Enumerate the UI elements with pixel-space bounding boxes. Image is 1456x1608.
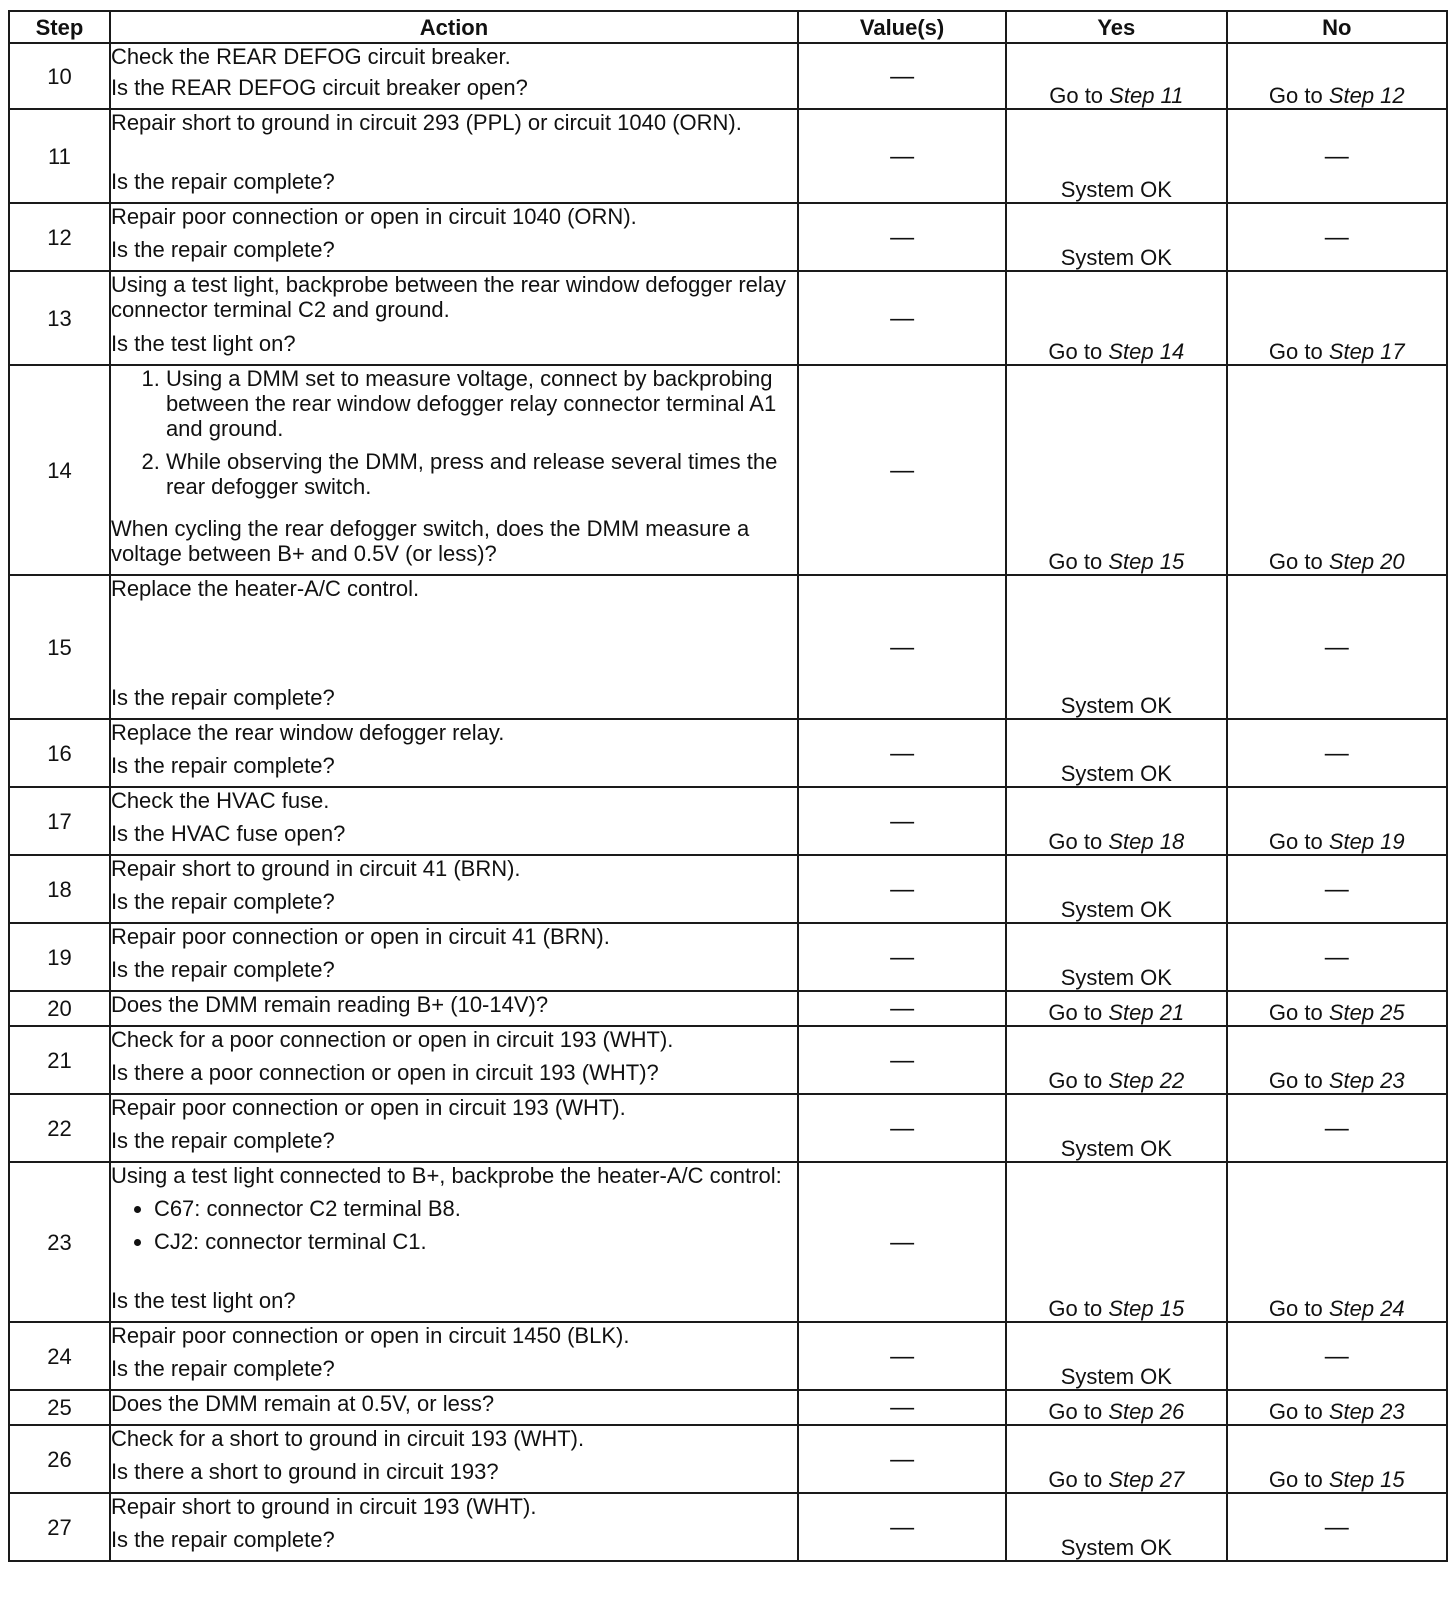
action-question: Does the DMM remain at 0.5V, or less?: [110, 1391, 495, 1416]
goto-prefix: Go to: [1048, 1068, 1103, 1093]
step-link: Step 12: [1328, 83, 1405, 108]
action-cell: [110, 1026, 798, 1094]
action-instructions: [111, 788, 797, 813]
dash: —: [1324, 1114, 1349, 1142]
action-content: [111, 1095, 797, 1153]
header-row: [9, 11, 1447, 43]
no-outcome-cell: [1227, 1026, 1447, 1094]
step-link: Step 22: [1108, 1068, 1185, 1093]
value-cell: —: [798, 1094, 1006, 1162]
action-question: When cycling the rear defogger switch, does the DMM measure a voltage between B+ and 0.5V (or less)?: [110, 516, 750, 566]
no-outcome-cell: [1227, 1493, 1447, 1561]
table-row: [9, 1390, 1447, 1425]
action-cell: [110, 1425, 798, 1493]
value-cell: —: [798, 1026, 1006, 1094]
numbered-step: 2. While observing the DMM, press and release several times the rear defogger switch.: [166, 449, 797, 499]
yes-outcome-cell: [1006, 365, 1226, 575]
value-cell: —: [798, 365, 1006, 575]
action-question: Is the repair complete?: [110, 1527, 335, 1552]
value-cell: —: [798, 109, 1006, 203]
action-line: Using a test light, backprobe between the rear window defogger relay connector terminal C2 and ground.: [110, 272, 786, 322]
yes-outcome-cell: [1006, 43, 1226, 109]
table-row: [9, 719, 1447, 787]
table-row: [9, 1162, 1447, 1322]
table-row: [9, 1425, 1447, 1493]
action-question: Is the HVAC fuse open?: [110, 821, 346, 846]
header-no: No: [1227, 11, 1447, 43]
no-outcome-cell: [1227, 1322, 1447, 1390]
step-number: 27: [9, 1493, 110, 1561]
action-question: Is the repair complete?: [110, 685, 335, 710]
step-number: 26: [9, 1425, 110, 1493]
header-step: Step: [9, 11, 110, 43]
step-number: 18: [9, 855, 110, 923]
step-link: Step 24: [1328, 1296, 1405, 1321]
yes-outcome-cell: [1006, 719, 1226, 787]
action-content: [111, 110, 797, 194]
action-line: Repair poor connection or open in circuit 1040 (ORN).: [110, 204, 637, 229]
dash: —: [1324, 633, 1349, 661]
action-cell: [110, 991, 798, 1026]
step-link: Step 23: [1328, 1399, 1405, 1424]
value-cell: —: [798, 271, 1006, 365]
action-instructions: [111, 366, 797, 507]
value-cell: —: [798, 787, 1006, 855]
step-number: 12: [9, 203, 110, 271]
action-instructions: [111, 272, 797, 322]
value-cell: —: [798, 855, 1006, 923]
yes-outcome-cell: [1006, 1026, 1226, 1094]
no-outcome-cell: [1227, 1094, 1447, 1162]
action-cell: [110, 203, 798, 271]
action-question: Is the repair complete?: [110, 957, 335, 982]
system-ok-text: System OK: [1060, 1364, 1172, 1389]
step-link: Step 15: [1328, 1467, 1405, 1492]
action-instructions: [111, 1095, 797, 1120]
goto-prefix: Go to: [1268, 83, 1323, 108]
no-outcome-cell: [1227, 719, 1447, 787]
table-row: [9, 855, 1447, 923]
action-question: Is there a poor connection or open in circuit 193 (WHT)?: [110, 1060, 659, 1085]
action-content: [111, 856, 797, 914]
dash: —: [1324, 875, 1349, 903]
table-row: [9, 991, 1447, 1026]
table-row: [9, 109, 1447, 203]
table-row: [9, 271, 1447, 365]
yes-outcome-cell: [1006, 1094, 1226, 1162]
step-number: 20: [9, 991, 110, 1026]
action-instructions: [111, 924, 797, 949]
step-link: Step 27: [1108, 1467, 1185, 1492]
action-line: Repair short to ground in circuit 41 (BRN).: [110, 856, 521, 881]
action-content: [111, 272, 797, 356]
step-link: Step 18: [1108, 829, 1185, 854]
action-content: [111, 1163, 797, 1313]
yes-outcome-cell: [1006, 1390, 1226, 1425]
goto-prefix: Go to: [1048, 1296, 1103, 1321]
yes-outcome-cell: [1006, 855, 1226, 923]
action-question: Is the repair complete?: [110, 237, 335, 262]
action-question: Is there a short to ground in circuit 193?: [110, 1459, 499, 1484]
system-ok-text: System OK: [1060, 245, 1172, 270]
bullet-list: [111, 1196, 797, 1254]
action-instructions: [111, 1494, 797, 1519]
step-number: 14: [9, 365, 110, 575]
table-body: [9, 43, 1447, 1561]
no-outcome-cell: [1227, 1425, 1447, 1493]
table-row: [9, 203, 1447, 271]
step-number: 10: [9, 43, 110, 109]
yes-outcome-cell: [1006, 271, 1226, 365]
no-outcome-cell: [1227, 923, 1447, 991]
step-link: Step 21: [1108, 1000, 1185, 1025]
action-cell: [110, 1390, 798, 1425]
step-number: 25: [9, 1390, 110, 1425]
value-cell: —: [798, 203, 1006, 271]
action-line: Check the HVAC fuse.: [110, 788, 330, 813]
action-question: Is the REAR DEFOG circuit breaker open?: [110, 75, 528, 100]
goto-prefix: Go to: [1048, 1399, 1103, 1424]
value-cell: —: [798, 1493, 1006, 1561]
numbered-steps: [111, 366, 797, 499]
action-content: [111, 1494, 797, 1552]
step-link: Step 19: [1328, 829, 1405, 854]
action-content: [111, 576, 797, 710]
table-row: [9, 1094, 1447, 1162]
value-cell: —: [798, 1322, 1006, 1390]
action-cell: [110, 923, 798, 991]
action-question: Does the DMM remain reading B+ (10-14V)?: [110, 992, 549, 1017]
action-cell: [110, 1094, 798, 1162]
table-row: [9, 365, 1447, 575]
no-outcome-cell: [1227, 365, 1447, 575]
action-question: Is the repair complete?: [110, 1356, 335, 1381]
value-cell: —: [798, 991, 1006, 1026]
step-link: Step 26: [1108, 1399, 1185, 1424]
action-instructions: [111, 576, 797, 601]
step-link: Step 15: [1108, 1296, 1185, 1321]
action-question: Is the repair complete?: [110, 169, 335, 194]
action-line: Check for a poor connection or open in circuit 193 (WHT).: [110, 1027, 674, 1052]
no-outcome-cell: [1227, 991, 1447, 1026]
action-instructions: [111, 1426, 797, 1451]
yes-outcome-cell: [1006, 923, 1226, 991]
header-action: Action: [110, 11, 798, 43]
action-instructions: [111, 1163, 797, 1262]
dash: —: [1324, 223, 1349, 251]
yes-outcome-cell: [1006, 1322, 1226, 1390]
value-cell: —: [798, 719, 1006, 787]
action-question: Is the repair complete?: [110, 1128, 335, 1153]
action-cell: [110, 855, 798, 923]
action-content: [111, 788, 797, 846]
action-question: Is the test light on?: [110, 1288, 296, 1313]
table-row: [9, 1493, 1447, 1561]
goto-prefix: Go to: [1048, 1000, 1103, 1025]
goto-prefix: Go to: [1268, 1399, 1323, 1424]
yes-outcome-cell: [1006, 991, 1226, 1026]
step-number: 23: [9, 1162, 110, 1322]
goto-prefix: Go to: [1268, 1000, 1323, 1025]
action-instructions: [111, 720, 797, 745]
action-content: [111, 992, 797, 1017]
step-link: Step 23: [1328, 1068, 1405, 1093]
step-link: Step 25: [1328, 1000, 1405, 1025]
action-content: [111, 720, 797, 778]
action-cell: [110, 719, 798, 787]
value-cell: —: [798, 1162, 1006, 1322]
action-question: Is the test light on?: [110, 331, 296, 356]
step-number: 17: [9, 787, 110, 855]
diagnostic-table: [8, 10, 1448, 1562]
dash: —: [1324, 943, 1349, 971]
no-outcome-cell: [1227, 203, 1447, 271]
step-number: 16: [9, 719, 110, 787]
action-line: Replace the rear window defogger relay.: [110, 720, 505, 745]
no-outcome-cell: [1227, 787, 1447, 855]
goto-prefix: Go to: [1048, 1467, 1103, 1492]
yes-outcome-cell: [1006, 1425, 1226, 1493]
step-number: 22: [9, 1094, 110, 1162]
action-instructions: [111, 1323, 797, 1348]
action-question: Is the repair complete?: [110, 889, 335, 914]
bullet-item: • C67: connector C2 terminal B8.: [154, 1196, 797, 1221]
action-cell: [110, 271, 798, 365]
action-intro: Using a test light connected to B+, backprobe the heater-A/C control:: [110, 1163, 782, 1188]
goto-prefix: Go to: [1268, 1068, 1323, 1093]
action-cell: [110, 1162, 798, 1322]
action-line: Repair poor connection or open in circuit 193 (WHT).: [110, 1095, 626, 1120]
action-content: [111, 924, 797, 982]
action-content: [111, 1027, 797, 1085]
yes-outcome-cell: [1006, 575, 1226, 719]
no-outcome-cell: [1227, 271, 1447, 365]
step-link: Step 11: [1109, 83, 1184, 108]
action-line: Repair short to ground in circuit 293 (PPL) or circuit 1040 (ORN).: [110, 110, 742, 135]
bullet-item: • CJ2: connector terminal C1.: [154, 1229, 797, 1254]
table-row: [9, 575, 1447, 719]
step-number: 11: [9, 109, 110, 203]
goto-prefix: Go to: [1049, 83, 1104, 108]
dash: —: [1324, 1513, 1349, 1541]
goto-prefix: Go to: [1268, 1296, 1323, 1321]
action-line: Repair short to ground in circuit 193 (WHT).: [110, 1494, 537, 1519]
action-line: Repair poor connection or open in circuit 1450 (BLK).: [110, 1323, 630, 1348]
value-cell: —: [798, 43, 1006, 109]
system-ok-text: System OK: [1060, 897, 1172, 922]
step-link: Step 20: [1328, 549, 1405, 574]
no-outcome-cell: [1227, 43, 1447, 109]
yes-outcome-cell: [1006, 203, 1226, 271]
table-row: [9, 787, 1447, 855]
action-line: Replace the heater-A/C control.: [110, 576, 420, 601]
action-instructions: [111, 110, 797, 135]
yes-outcome-cell: [1006, 1162, 1226, 1322]
action-content: [111, 204, 797, 262]
dash: —: [1324, 1342, 1349, 1370]
value-cell: —: [798, 1390, 1006, 1425]
yes-outcome-cell: [1006, 109, 1226, 203]
dash: —: [1324, 142, 1349, 170]
no-outcome-cell: [1227, 109, 1447, 203]
action-cell: [110, 1322, 798, 1390]
action-content: [111, 1426, 797, 1484]
goto-prefix: Go to: [1048, 339, 1103, 364]
value-cell: —: [798, 575, 1006, 719]
table-row: [9, 923, 1447, 991]
numbered-step: 1. Using a DMM set to measure voltage, connect by backprobing between the rear window defogger relay connector terminal A1 and ground.: [166, 366, 797, 441]
action-cell: [110, 787, 798, 855]
action-line: Repair poor connection or open in circuit 41 (BRN).: [110, 924, 610, 949]
step-link: Step 17: [1328, 339, 1405, 364]
header-yes: Yes: [1006, 11, 1226, 43]
step-link: Step 14: [1108, 339, 1185, 364]
action-instructions: [111, 44, 797, 69]
action-question: Is the repair complete?: [110, 753, 335, 778]
system-ok-text: System OK: [1060, 761, 1172, 786]
action-cell: [110, 109, 798, 203]
action-content: [111, 366, 797, 566]
system-ok-text: System OK: [1060, 1136, 1172, 1161]
table-row: [9, 43, 1447, 109]
goto-prefix: Go to: [1268, 1467, 1323, 1492]
system-ok-text: System OK: [1060, 965, 1172, 990]
action-cell: [110, 1493, 798, 1561]
step-number: 21: [9, 1026, 110, 1094]
system-ok-text: System OK: [1060, 177, 1172, 202]
yes-outcome-cell: [1006, 1493, 1226, 1561]
system-ok-text: System OK: [1060, 693, 1172, 718]
step-number: 15: [9, 575, 110, 719]
step-link: Step 15: [1108, 549, 1185, 574]
no-outcome-cell: [1227, 1162, 1447, 1322]
action-line: Check the REAR DEFOG circuit breaker.: [110, 44, 511, 69]
action-cell: [110, 43, 798, 109]
header-values: Value(s): [798, 11, 1006, 43]
goto-prefix: Go to: [1048, 549, 1103, 574]
table-row: [9, 1026, 1447, 1094]
action-cell: [110, 575, 798, 719]
step-number: 13: [9, 271, 110, 365]
goto-prefix: Go to: [1268, 829, 1323, 854]
system-ok-text: System OK: [1060, 1535, 1172, 1560]
goto-prefix: Go to: [1268, 549, 1323, 574]
action-line: Check for a short to ground in circuit 193 (WHT).: [110, 1426, 585, 1451]
value-cell: —: [798, 1425, 1006, 1493]
action-content: [111, 1323, 797, 1381]
no-outcome-cell: [1227, 1390, 1447, 1425]
no-outcome-cell: [1227, 855, 1447, 923]
action-instructions: [111, 856, 797, 881]
action-instructions: [111, 1027, 797, 1052]
action-cell: [110, 365, 798, 575]
action-content: [111, 1391, 797, 1416]
value-cell: —: [798, 923, 1006, 991]
table-row: [9, 1322, 1447, 1390]
step-number: 24: [9, 1322, 110, 1390]
dash: —: [1324, 739, 1349, 767]
action-content: [111, 44, 797, 100]
goto-prefix: Go to: [1268, 339, 1323, 364]
goto-prefix: Go to: [1048, 829, 1103, 854]
yes-outcome-cell: [1006, 787, 1226, 855]
step-number: 19: [9, 923, 110, 991]
no-outcome-cell: [1227, 575, 1447, 719]
action-instructions: [111, 204, 797, 229]
